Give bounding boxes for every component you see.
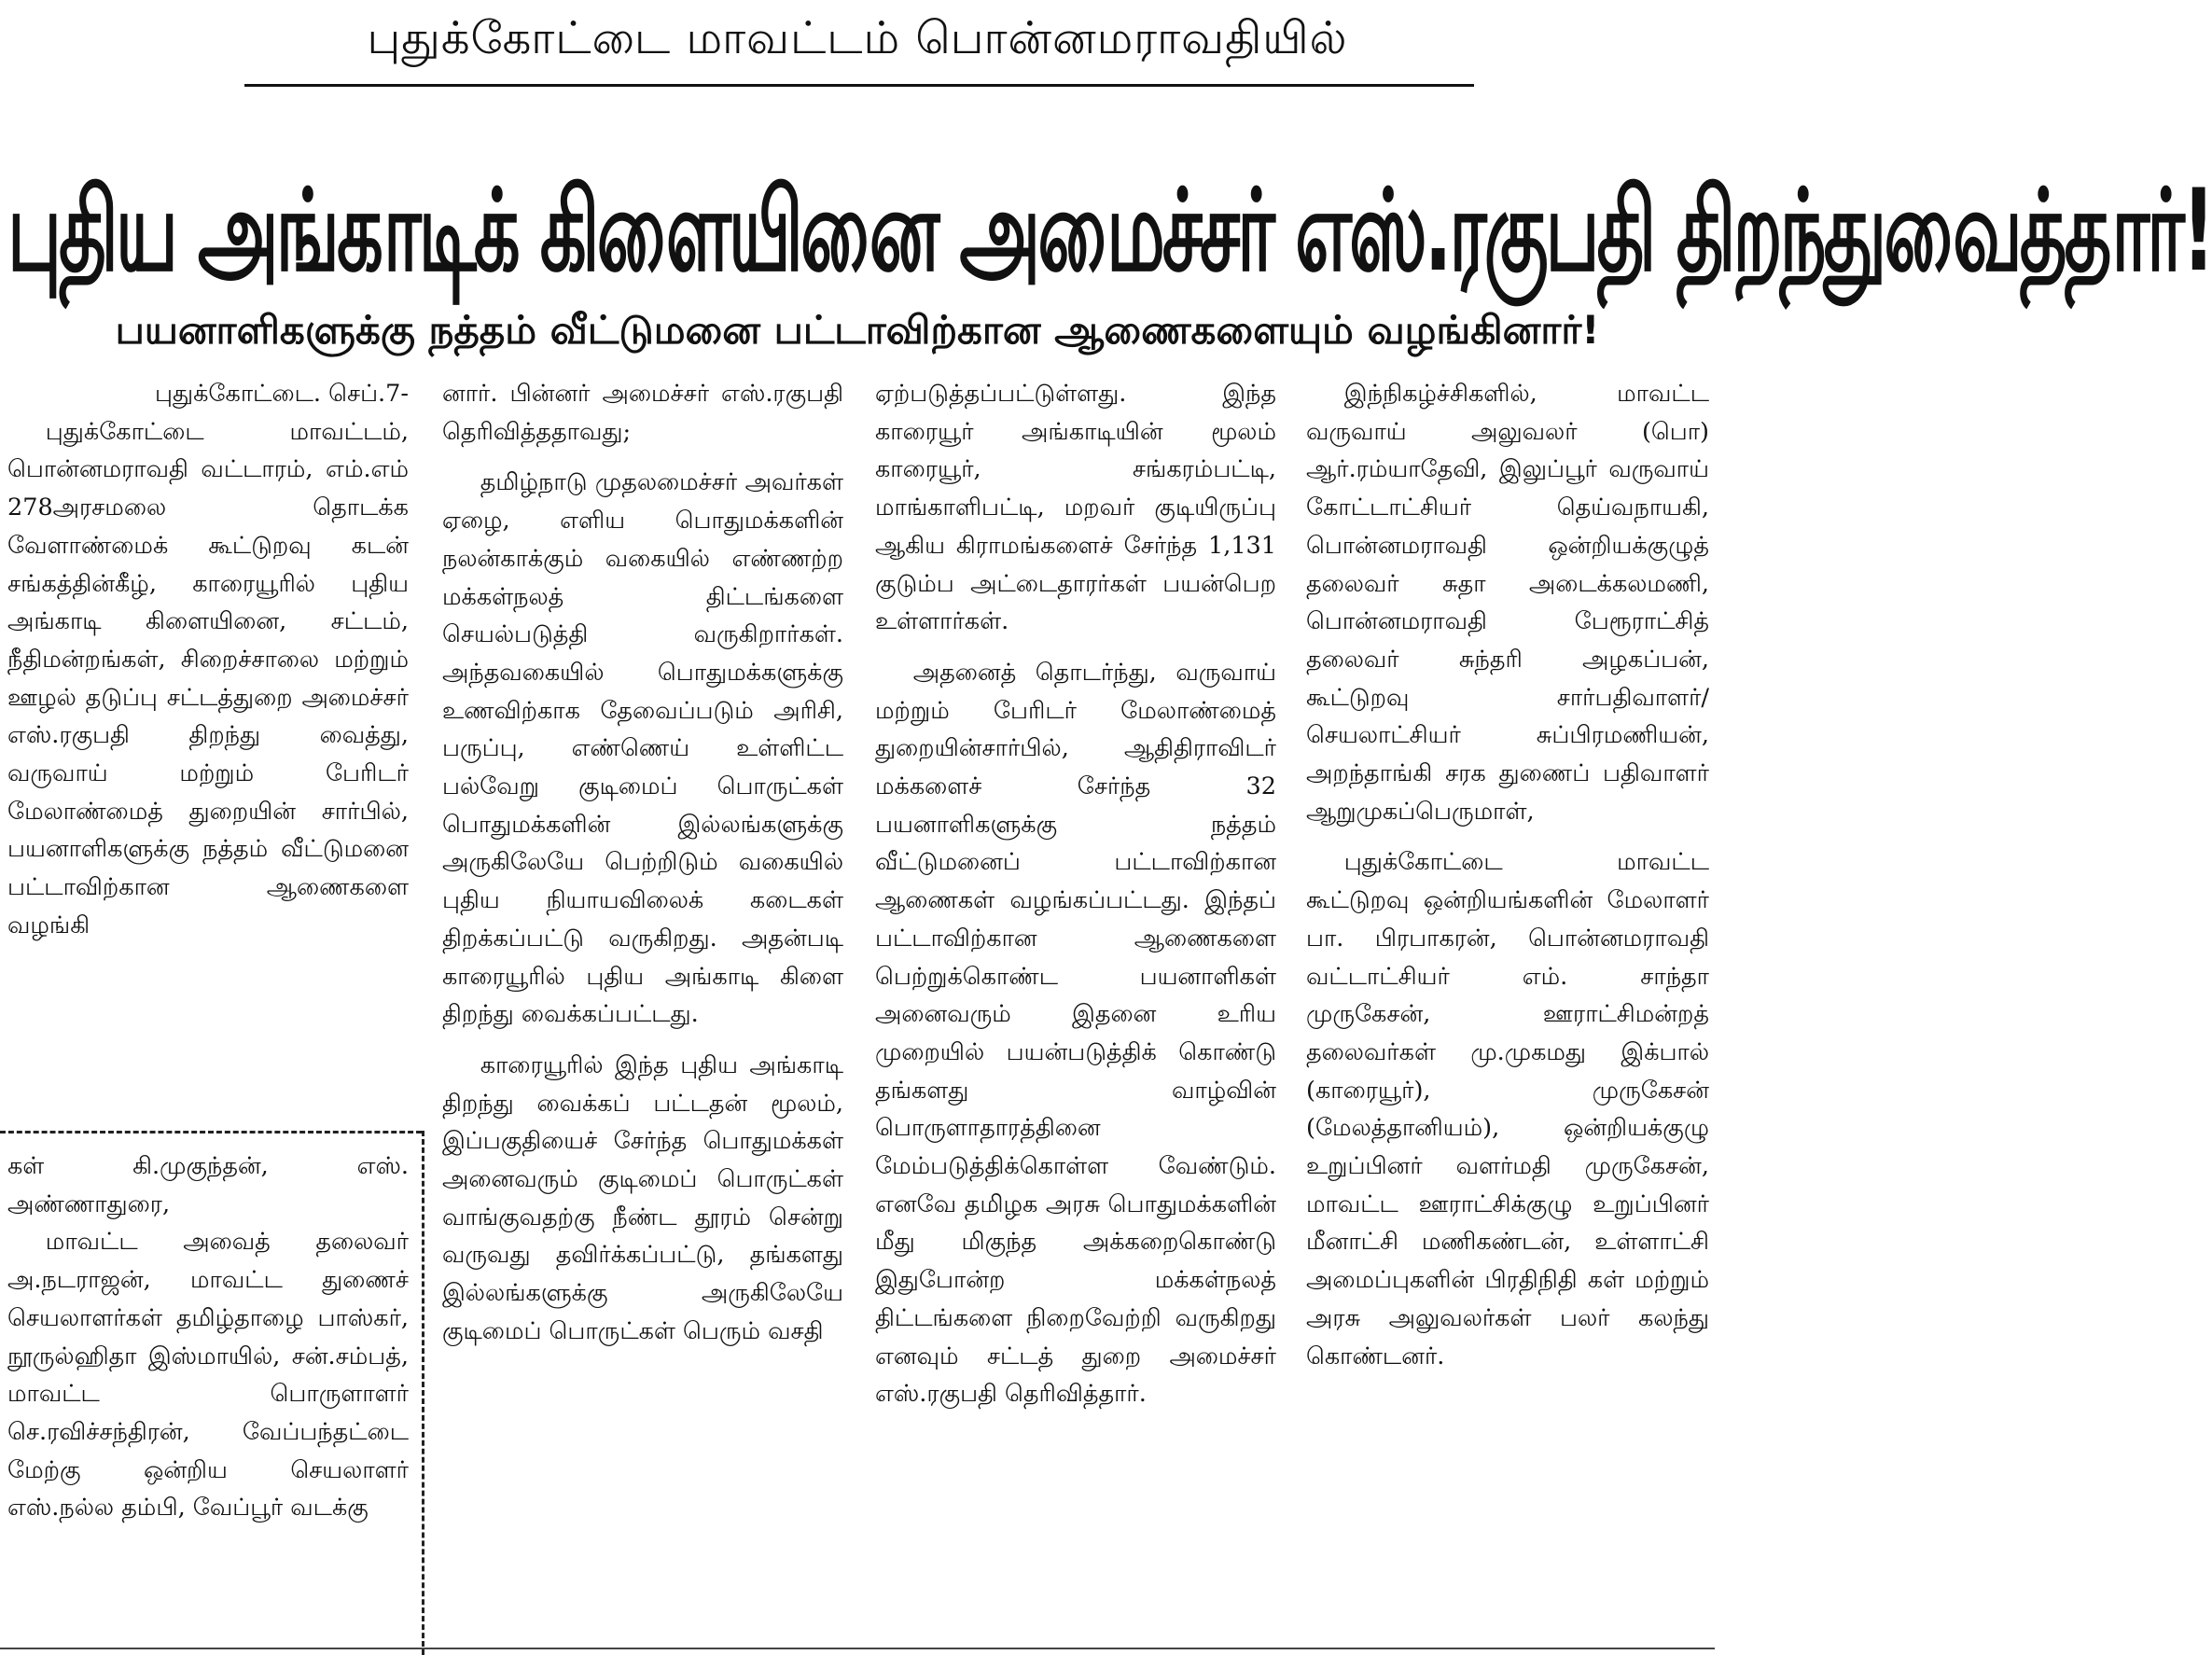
column-2-paragraph-3: காரையூரில் இந்த புதிய அங்காடி திறந்து வைக்கப் பட்டதன் மூலம், இப்பகுதியைச் சேர்ந்த பொதுமக்கள் அனைவரும் குடிமைப் பொருட்கள் வாங்குவதற்கு நீண்ட தூரம் சென்று வருவது தவிர்க்கப்பட்டு, தங்களது இல்லங்களுக்கு அருகிலேயே குடிமைப் பொருட்கள் பெரும் வசதி bbox=[442, 1050, 843, 1345]
column-3-paragraph-1: ஏற்படுத்தப்பட்டுள்ளது. இந்த காரையூர் அங்காடியின் மூலம் காரையூர், சங்கரம்பட்டி, மாங்காளிபட்டி, மறவர் குடியிருப்பு ஆகிய கிராமங்களைச் சேர்ந்த 1,131 குடும்ப அட்டைதாரர்கள் பயன்பெற உள்ளார்கள். bbox=[875, 380, 1276, 636]
article-column-2 bbox=[442, 375, 843, 1640]
column-4-paragraph-1: இந்நிகழ்ச்சிகளில், மாவட்ட வருவாய் அலுவலர் (பொ) ஆர்.ரம்யாதேவி, இலுப்பூர் வருவாய் கோட்டாட்சியர் தெய்வநாயகி, பொன்னமராவதி ஒன்றியக்குழுத் தலைவர் சுதா அடைக்கலமணி, பொன்னமராவதி பேரூராட்சித் தலைவர் சுந்தரி அழகப்பன், கூட்டுறவு சார்பதிவாளர்/ செயலாட்சியர் சுப்பிரமணியன், அறந்தாங்கி சரக துணைப் பதிவாளர் ஆறுமுகப்பெருமாள், bbox=[1306, 380, 1709, 826]
kicker-headline: புதுக்கோட்டை மாவட்டம் பொன்னமராவதியில் bbox=[367, 12, 1348, 64]
column-2-paragraph-1: னார். பின்னர் அமைச்சர் எஸ்.ரகுபதி தெரிவித்ததாவது; bbox=[442, 380, 843, 446]
article-column-4 bbox=[1306, 375, 1709, 1640]
main-headline: புதிய அங்காடிக் கிளையினை அமைச்சர் எஸ்.ரகுபதி திறந்துவைத்தார்! bbox=[7, 167, 2212, 298]
sub-headline: பயனாளிகளுக்கு நத்தம் வீட்டுமனை பட்டாவிற்கான ஆணைகளையும் வழங்கினார்! bbox=[115, 307, 1600, 353]
article-column-1-continuation bbox=[7, 1147, 409, 1655]
article-column-1 bbox=[7, 375, 409, 1098]
column-1-paragraph-2: கள் கி.முகுந்தன், எஸ். அண்ணாதுரை, bbox=[7, 1152, 409, 1218]
inset-box-top-border bbox=[0, 1131, 422, 1133]
column-1-paragraph-1: புதுக்கோட்டை மாவட்டம், பொன்னமராவதி வட்டாரம், எம்.எம் 278அரசமலை தொடக்க வேளாண்மைக் கூட்டுறவு கடன் சங்கத்தின்கீழ், காரையூரில் புதிய அங்காடி கிளையினை, சட்டம், நீதிமன்றங்கள், சிறைச்சாலை மற்றும் ஊழல் தடுப்பு சட்டத்துறை அமைச்சர் எஸ்.ரகுபதி திறந்து வைத்து, வருவாய் மற்றும் பேரிடர் மேலாண்மைத் துறையின் சார்பில், பயனாளிகளுக்கு நத்தம் வீட்டுமனை பட்டாவிற்கான ஆணைகளை வழங்கி bbox=[7, 417, 409, 939]
column-1-paragraph-3: மாவட்ட அவைத் தலைவர் அ.நடராஜன், மாவட்ட துணைச் செயலாளர்கள் தமிழ்தாழை பாஸ்கர், நூருல்ஹிதா இஸ்மாயில், சன்.சம்பத், மாவட்ட பொருளாளர் செ.ரவிச்சந்திரன், வேப்பந்தட்டை மேற்கு ஒன்றிய செயலாளர் எஸ்.நல்ல தம்பி, வேப்பூர் வடக்கு bbox=[7, 1228, 409, 1523]
page-bottom-rule bbox=[0, 1648, 1715, 1649]
inset-box-right-border bbox=[422, 1131, 424, 1655]
column-3-paragraph-2: அதனைத் தொடர்ந்து, வருவாய் மற்றும் பேரிடர் மேலாண்மைத் துறையின்சார்பில், ஆதிதிராவிடர் மக்களைச் சேர்ந்த 32 பயனாளிகளுக்கு நத்தம் வீட்டுமனைப் பட்டாவிற்கான ஆணைகள் வழங்கப்பட்டது. இந்தப் பட்டாவிற்கான ஆணைகளை பெற்றுக்கொண்ட பயனாளிகள் அனைவரும் இதனை உரிய முறையில் பயன்படுத்திக் கொண்டு தங்களது வாழ்வின் பொருளாதாரத்தினை மேம்படுத்திக்கொள்ள வேண்டும். எனவே தமிழக அரசு பொதுமக்களின் மீது மிகுந்த அக்கறைகொண்டு இதுபோன்ற மக்கள்நலத் திட்டங்களை நிறைவேற்றி வருகிறது எனவும் சட்டத் துறை அமைச்சர் எஸ்.ரகுபதி தெரிவித்தார். bbox=[875, 658, 1276, 1409]
dateline: புதுக்கோட்டை. செப்.7- bbox=[155, 380, 409, 408]
column-4-paragraph-2: புதுக்கோட்டை மாவட்ட கூட்டுறவு ஒன்றியங்களின் மேலாளர் பா. பிரபாகரன், பொன்னமராவதி வட்டாட்சியர் எம். சாந்தா முருகேசன், ஊராட்சிமன்றத் தலைவர்கள் மு.முகமது இக்பால் (காரையூர்), முருகேசன் (மேலத்தானியம்), ஒன்றியக்குழு உறுப்பினர் வளர்மதி முருகேசன், மாவட்ட ஊராட்சிக்குழு உறுப்பினர் மீனாட்சி மணிகண்டன், உள்ளாட்சி அமைப்புகளின் பிரதிநிதி கள் மற்றும் அரசு அலுவலர்கள் பலர் கலந்து கொண்டனர். bbox=[1306, 848, 1709, 1370]
article-column-3 bbox=[875, 375, 1276, 1640]
kicker-divider bbox=[244, 84, 1474, 87]
column-2-paragraph-2: தமிழ்நாடு முதலமைச்சர் அவர்கள் ஏழை, எளிய பொதுமக்களின் நலன்காக்கும் வகையில் எண்ணற்ற மக்கள்நலத் திட்டங்களை செயல்படுத்தி வருகிறார்கள். அந்தவகையில் பொதுமக்களுக்கு உணவிற்காக தேவைப்படும் அரிசி, பருப்பு, எண்ணெய் உள்ளிட்ட பல்வேறு குடிமைப் பொருட்கள் பொதுமக்களின் இல்லங்களுக்கு அருகிலேயே பெற்றிடும் வகையில் புதிய நியாயவிலைக் கடைகள் திறக்கப்பட்டு வருகிறது. அதன்படி காரையூரில் புதிய அங்காடி கிளை திறந்து வைக்கப்பட்டது. bbox=[442, 468, 843, 1029]
